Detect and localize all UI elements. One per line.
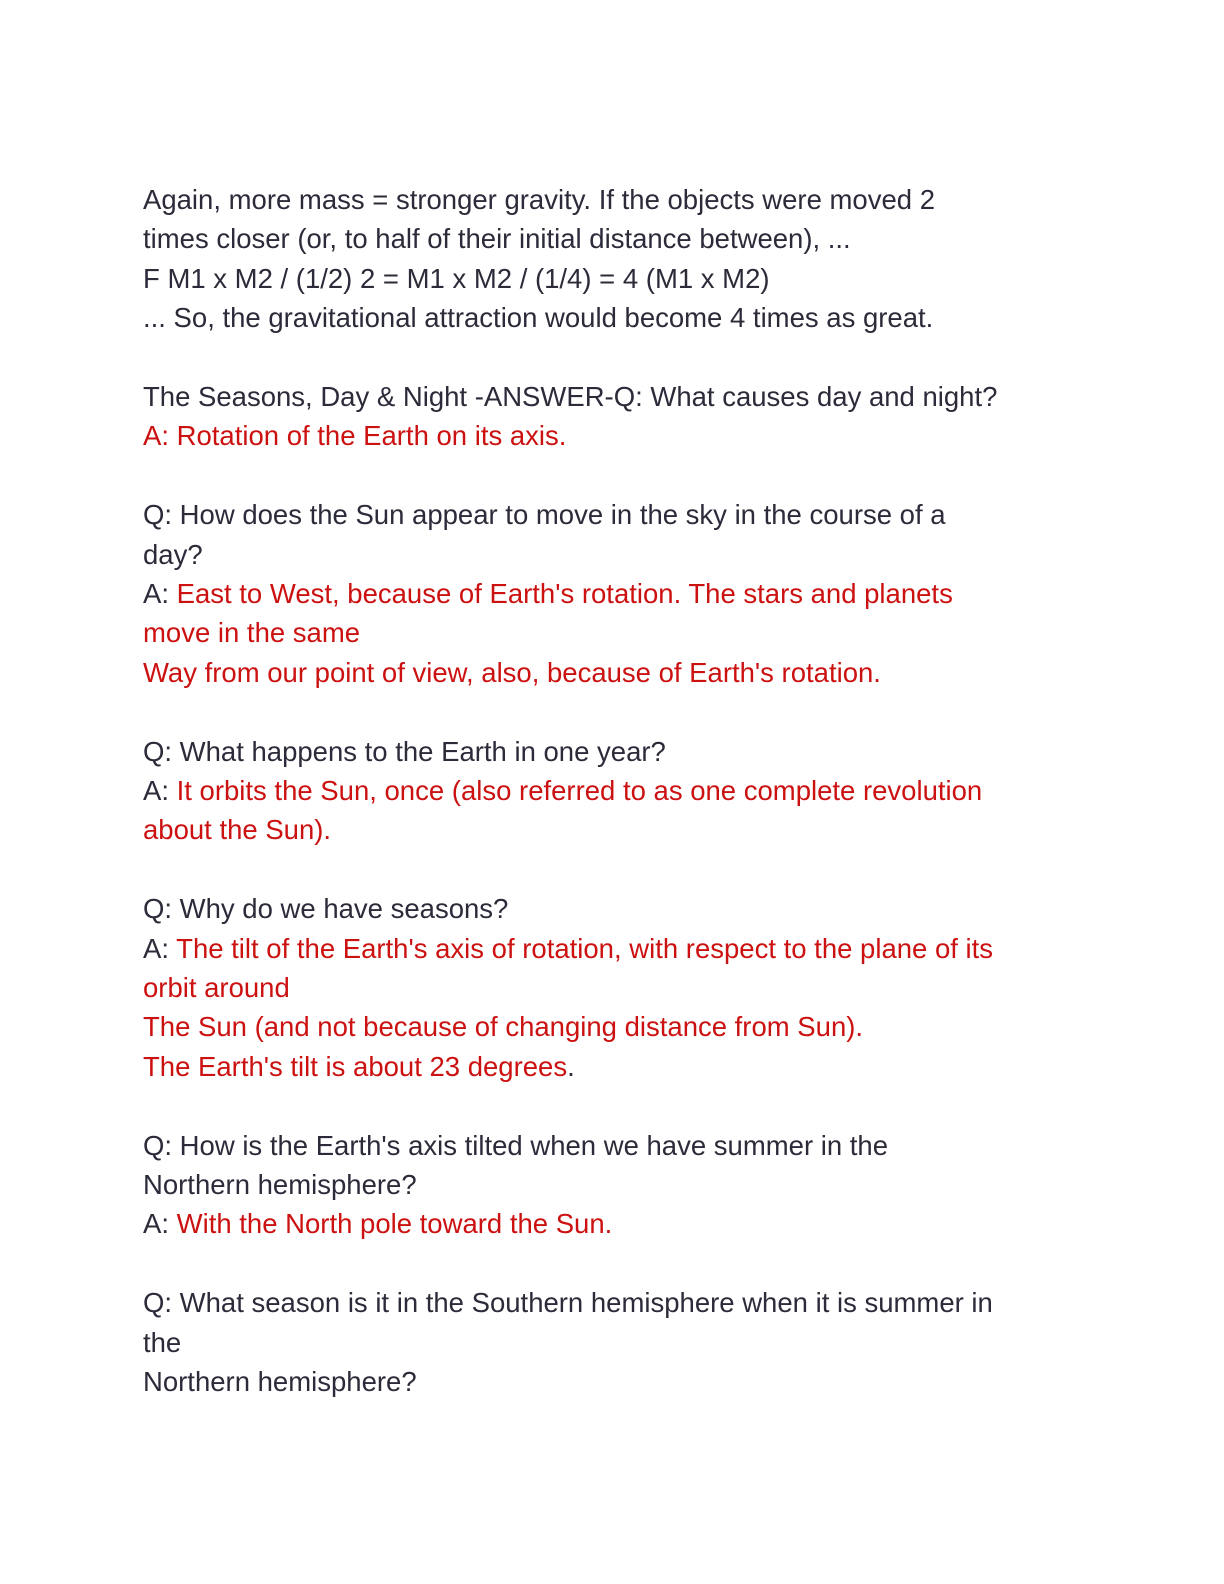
answer-2-line-1 [143,771,1103,810]
answer-text: The tilt of the Earth's axis of rotation, with respect to the plane of its [176,932,994,964]
answer-prefix: A: [143,578,177,610]
answer-1-line-3: Way from our point of view, also, because of Earth's rotation. [143,656,881,688]
answer-prefix: A: [143,932,177,964]
answer-3-line-1 [143,929,1103,968]
answer-text: It orbits the Sun, once (also referred to as one complete revolution [176,775,983,807]
section-answer: A: Rotation of the Earth on its axis. [143,420,567,452]
question-5-line-2: the [143,1326,182,1358]
paragraph-gap [143,1086,1103,1125]
paragraph-gap [143,456,1103,495]
answer-4-line-1 [143,1204,1103,1243]
question-4-line-2: Northern hemisphere? [143,1169,417,1201]
question-5-line-3: Northern hemisphere? [143,1366,417,1398]
question-5-line-1: Q: What season is it in the Southern hemisphere when it is summer in [143,1287,993,1319]
answer-period: . [567,1050,575,1082]
answer-1-line-2: move in the same [143,617,361,649]
answer-2-line-2: about the Sun). [143,814,332,846]
paragraph-gap [143,1244,1103,1283]
question-1-line-1: Q: How does the Sun appear to move in the sky in the course of a [143,499,946,531]
section-heading: The Seasons, Day & Night -ANSWER-Q: What causes day and night? [143,381,998,413]
question-4-line-1: Q: How is the Earth's axis tilted when we have summer in the [143,1129,889,1161]
answer-3-line-4 [143,1047,1103,1086]
question-2-line-1: Q: What happens to the Earth in one year? [143,735,666,767]
intro-line-1: Again, more mass = stronger gravity. If the objects were moved 2 [143,184,935,215]
answer-3-line-2: orbit around [143,972,290,1004]
answer-prefix: A: [143,1208,177,1240]
question-3-line-1: Q: Why do we have seasons? [143,893,509,925]
formula-line: F M1 x M2 / (1/2) 2 = M1 x M2 / (1/4) = 4 (M1 x M2) [143,262,770,294]
intro-line-2: times closer (or, to half of their initial distance between), ... [143,223,851,255]
document-page [143,180,1103,1402]
answer-text: With the North pole toward the Sun. [176,1208,613,1240]
answer-text: The Earth's tilt is about 23 degrees [143,1050,568,1082]
paragraph-gap [143,692,1103,731]
answer-text: East to West, because of Earth's rotation. The stars and planets [176,578,953,610]
answer-3-line-3: The Sun (and not because of changing distance from Sun). [143,1011,864,1043]
paragraph-gap [143,338,1103,377]
answer-1-line-1 [143,574,1103,613]
intro-line-4: ... So, the gravitational attraction would become 4 times as great. [143,302,934,334]
question-1-line-2: day? [143,538,203,570]
answer-prefix: A: [143,775,177,807]
paragraph-gap [143,850,1103,889]
